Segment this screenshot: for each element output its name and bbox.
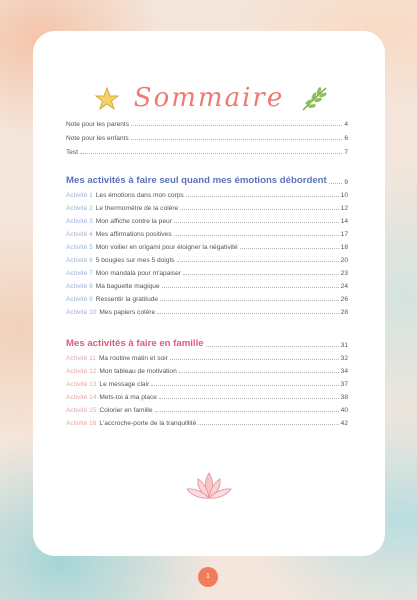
dot-leader: [329, 183, 343, 184]
dot-leader: [160, 300, 339, 301]
toc-row-activity-3[interactable]: [66, 213, 348, 225]
dot-leader: [131, 125, 342, 126]
toc-row-activity-6[interactable]: [66, 252, 348, 264]
toc-row-activity-13[interactable]: [66, 376, 348, 388]
section-title: Mes activités à faire en famille: [66, 338, 204, 349]
toc-page: 6: [344, 135, 348, 142]
toc-row-activity-8[interactable]: [66, 278, 348, 290]
toc-label: Test: [66, 149, 79, 156]
activity-number: Activité 1: [66, 192, 93, 199]
dot-leader: [179, 372, 339, 373]
dot-leader: [80, 153, 342, 154]
activity-label: Colorier en famille: [99, 407, 153, 414]
section-page: 9: [344, 179, 348, 186]
activity-page: 12: [340, 205, 348, 212]
toc-row-activity-2[interactable]: [66, 200, 348, 212]
dot-leader: [157, 313, 339, 314]
toc-row-activity-4[interactable]: [66, 226, 348, 238]
toc-row-parents[interactable]: [66, 116, 348, 128]
activity-number: Activité 11: [66, 355, 96, 362]
activity-label: Mes papiers colère: [99, 309, 156, 316]
dot-leader: [159, 398, 339, 399]
toc-row-activity-7[interactable]: [66, 265, 348, 277]
activity-page: 38: [340, 394, 348, 401]
activity-number: Activité 4: [66, 231, 93, 238]
activity-label: Ma baguette magique: [95, 283, 160, 290]
activity-label: Mon tableau de motivation: [99, 368, 177, 375]
section-title: Mes activités à faire seul quand mes émotions débordent: [66, 175, 327, 186]
activity-number: Activité 13: [66, 381, 97, 388]
dot-leader: [151, 385, 338, 386]
activity-page: 34: [340, 368, 348, 375]
dot-leader: [183, 274, 339, 275]
activity-label: Ressentir la gratitude: [95, 296, 159, 303]
activity-page: 17: [340, 231, 348, 238]
lotus-icon: [185, 471, 233, 501]
activity-number: Activité 8: [66, 283, 93, 290]
activity-label: Ma routine matin et soir: [98, 355, 168, 362]
dot-leader: [162, 287, 339, 288]
dot-leader: [170, 359, 339, 360]
toc-label: Note pour les parents: [66, 121, 130, 128]
dot-leader: [177, 261, 339, 262]
toc-row-activity-5[interactable]: [66, 239, 348, 251]
section-heading-solo[interactable]: [66, 172, 348, 186]
toc-page: 4: [344, 121, 348, 128]
activity-label: 5 bougies sur mes 5 doigts: [95, 257, 175, 264]
section-page: 31: [340, 342, 348, 349]
activity-number: Activité 3: [66, 218, 93, 225]
toc-row-test[interactable]: [66, 144, 348, 156]
activity-number: Activité 14: [66, 394, 97, 401]
page-number-badge: 1: [198, 567, 218, 587]
toc-row-activity-10[interactable]: [66, 304, 348, 316]
toc-row-activity-11[interactable]: [66, 350, 348, 362]
dot-leader: [198, 424, 338, 425]
activity-label: Mon mandala pour m'apaiser: [95, 270, 181, 277]
page-title: Sommaire: [133, 83, 285, 113]
activity-page: 24: [340, 283, 348, 290]
toc-row-activity-14[interactable]: [66, 389, 348, 401]
activity-number: Activité 10: [66, 309, 97, 316]
dot-leader: [206, 346, 339, 347]
section-heading-family[interactable]: [66, 335, 348, 349]
leaves-icon: [300, 85, 328, 113]
activity-page: 32: [340, 355, 348, 362]
activity-page: 26: [340, 296, 348, 303]
activity-label: Mets-toi à ma place: [99, 394, 157, 401]
toc-row-activity-12[interactable]: [66, 363, 348, 375]
activity-label: Mes affirmations positives: [95, 231, 172, 238]
activity-number: Activité 12: [66, 368, 97, 375]
activity-number: Activité 7: [66, 270, 93, 277]
dot-leader: [240, 248, 339, 249]
activity-page: 20: [340, 257, 348, 264]
toc-row-activity-9[interactable]: [66, 291, 348, 303]
activity-label: Le message clair: [99, 381, 150, 388]
activity-page: 40: [340, 407, 348, 414]
dot-leader: [174, 235, 339, 236]
activity-label: L'accroche-porte de la tranquillité: [99, 420, 197, 427]
dot-leader: [180, 209, 338, 210]
activity-number: Activité 2: [66, 205, 93, 212]
toc-row-activity-16[interactable]: [66, 415, 348, 427]
toc-row-enfants[interactable]: [66, 130, 348, 142]
activity-number: Activité 16: [66, 420, 97, 427]
dot-leader: [155, 411, 339, 412]
activity-number: Activité 5: [66, 244, 93, 251]
activity-page: 14: [340, 218, 348, 225]
activity-label: Les émotions dans mon corps: [95, 192, 184, 199]
toc-row-activity-15[interactable]: [66, 402, 348, 414]
activity-number: Activité 9: [66, 296, 93, 303]
activity-page: 10: [340, 192, 348, 199]
dot-leader: [186, 196, 339, 197]
activity-page: 23: [340, 270, 348, 277]
dot-leader: [174, 222, 339, 223]
toc-label: Note pour les enfants: [66, 135, 129, 142]
activity-number: Activité 15: [66, 407, 97, 414]
toc-row-activity-1[interactable]: [66, 187, 348, 199]
activity-label: Mon affiche contre la peur: [95, 218, 172, 225]
activity-page: 18: [340, 244, 348, 251]
activity-page: 42: [340, 420, 348, 427]
activity-label: Mon voilier en origami pour éloigner la négativité: [95, 244, 238, 251]
dot-leader: [131, 139, 343, 140]
toc-page: 7: [344, 149, 348, 156]
activity-label: Le thermomètre de la colère: [95, 205, 179, 212]
page-card: [33, 31, 385, 556]
activity-page: 28: [340, 309, 348, 316]
activity-page: 37: [340, 381, 348, 388]
activity-number: Activité 6: [66, 257, 93, 264]
